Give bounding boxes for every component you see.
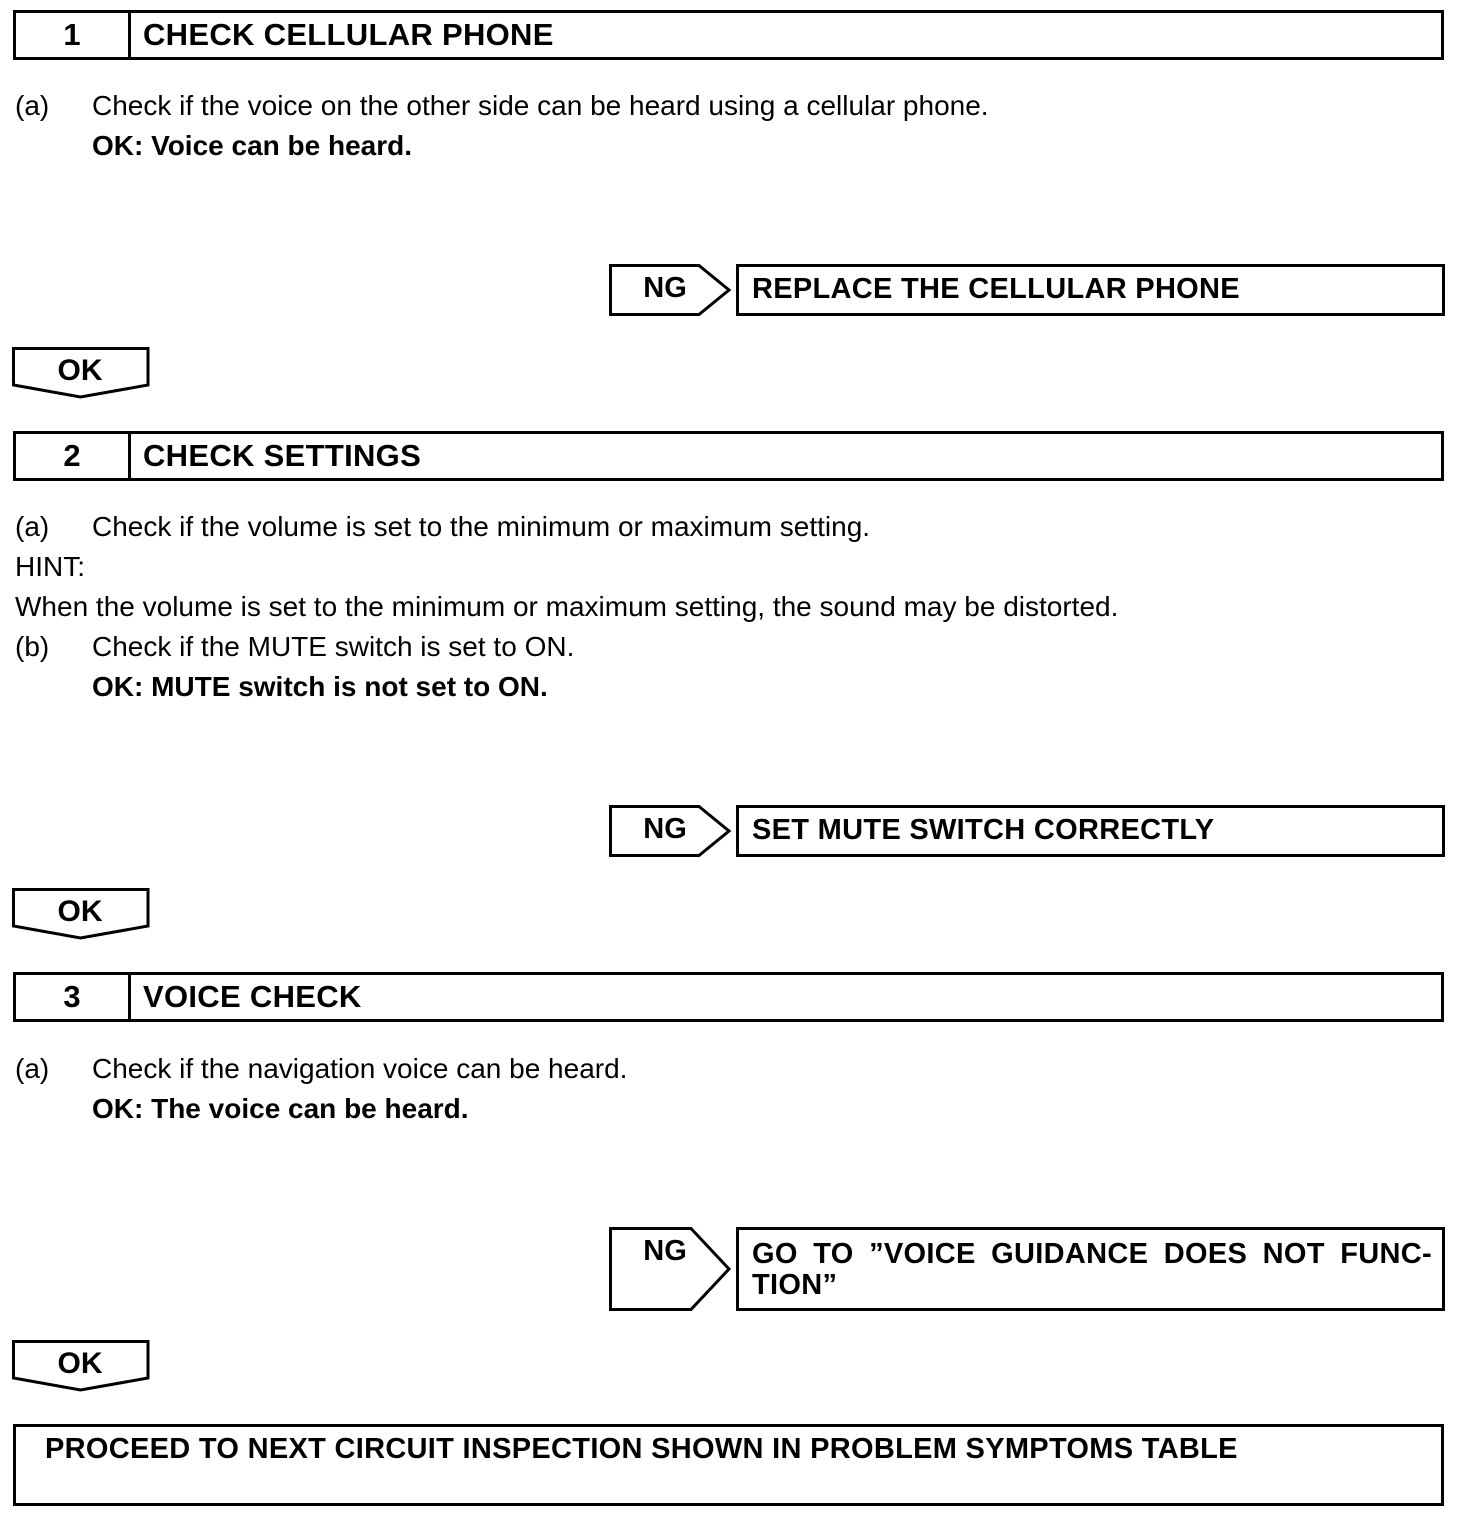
step-3-item-a-label: (a)	[15, 1053, 50, 1084]
step-3-ok-label: OK	[57, 1347, 103, 1380]
step-3-ng-action-line-2: TION”	[752, 1269, 838, 1301]
step-3-item-a-text: Check if the navigation voice can be heard.	[92, 1053, 628, 1084]
step-3-ng-action-line-1: GO TO ”VOICE GUIDANCE DOES NOT FUNC-	[752, 1238, 1432, 1270]
step-2-ok-criteria: OK: MUTE switch is not set to ON.	[92, 671, 548, 702]
step-2-ng-label: NG	[643, 813, 687, 845]
step-1-ng-action: REPLACE THE CELLULAR PHONE	[736, 264, 1445, 316]
step-2-ng-action: SET MUTE SWITCH CORRECTLY	[736, 805, 1445, 857]
step-3-header	[13, 972, 1444, 1022]
step-1-ng-label: NG	[643, 272, 687, 304]
step-2-title: CHECK SETTINGS	[143, 438, 422, 473]
step-2-item-a-text: Check if the volume is set to the minimum or maximum setting.	[92, 511, 871, 542]
step-2-header	[13, 431, 1444, 481]
step-2-item-a-label: (a)	[15, 511, 50, 542]
step-2-hint-label: HINT:	[15, 551, 85, 582]
step-1-ok-label: OK	[57, 354, 103, 387]
step-3-number: 3	[16, 975, 131, 1019]
step-3-ng-action	[736, 1227, 1445, 1311]
step-3-ok-criteria: OK: The voice can be heard.	[92, 1093, 469, 1124]
step-3-title: VOICE CHECK	[143, 979, 362, 1014]
step-1-title: CHECK CELLULAR PHONE	[143, 17, 554, 52]
final-instruction-text: PROCEED TO NEXT CIRCUIT INSPECTION SHOWN IN PROBLEM SYMPTOMS TABLE	[45, 1433, 1238, 1465]
step-2-hint-text: When the volume is set to the minimum or maximum setting, the sound may be distorted.	[15, 591, 1119, 622]
step-2-item-b-text: Check if the MUTE switch is set to ON.	[92, 631, 575, 662]
step-3-ng-label: NG	[643, 1235, 687, 1267]
step-1-item-a-text: Check if the voice on the other side can be heard using a cellular phone.	[92, 90, 989, 121]
step-1-header	[13, 10, 1444, 60]
step-2-number: 2	[16, 434, 131, 478]
step-1-number: 1	[16, 13, 131, 57]
step-2-ok-label: OK	[57, 895, 103, 928]
final-instruction-box	[13, 1424, 1444, 1506]
step-1-ok-criteria: OK: Voice can be heard.	[92, 130, 413, 161]
step-1-item-a-label: (a)	[15, 90, 50, 121]
step-2-item-b-label: (b)	[15, 631, 50, 662]
